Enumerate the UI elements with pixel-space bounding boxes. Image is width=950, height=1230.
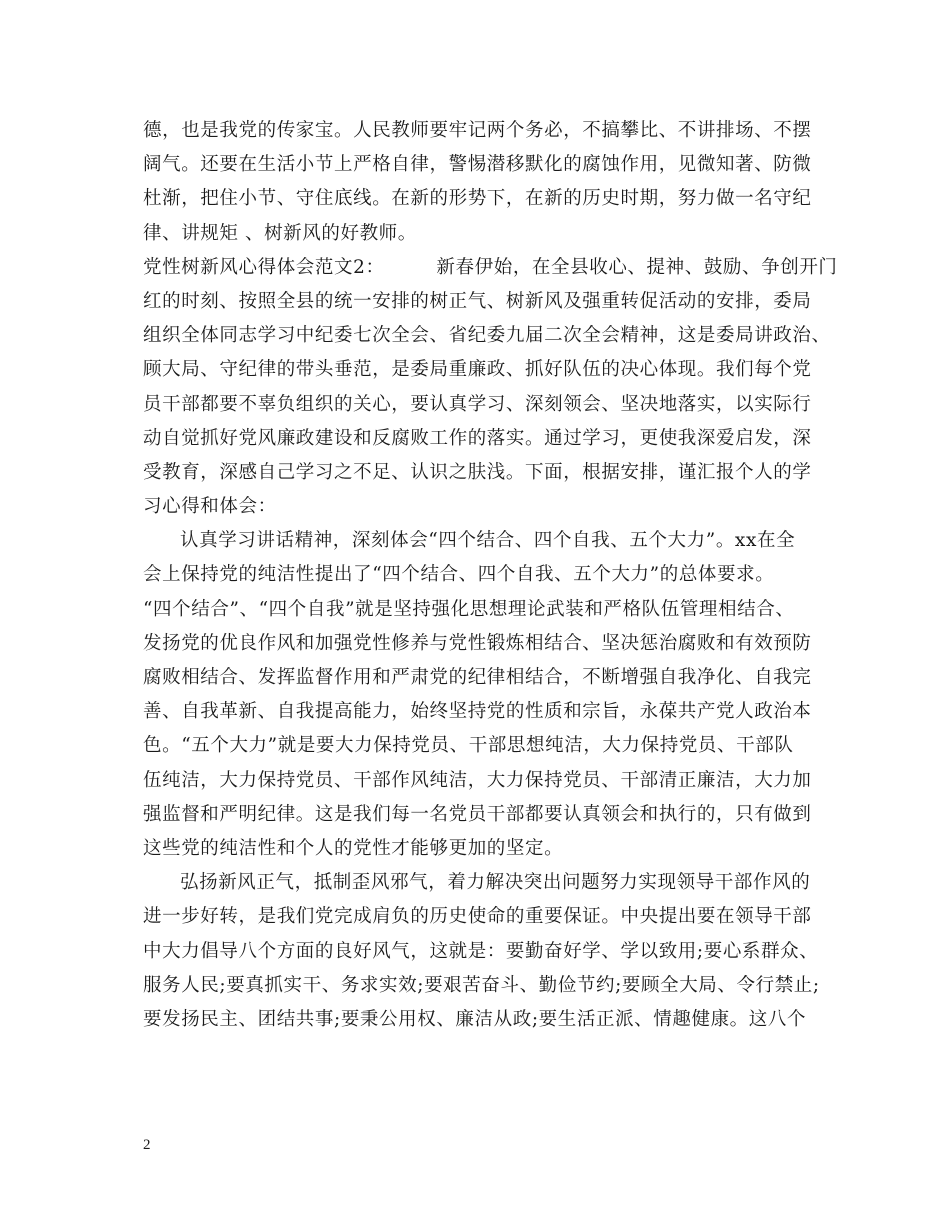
text-line: 员干部都要不辜负组织的关心，要认真学习、深刻领会、坚决地落实，以实际行 — [143, 393, 812, 415]
text-line: “四个结合”、“四个自我”就是坚持强化思想理论武装和严格队伍管理相结合、 — [143, 598, 795, 620]
text-line: 色。“五个大力”就是要大力保持党员、干部思想纯洁，大力保持党员、干部队 — [143, 735, 794, 757]
text-line: 腐败相结合、发挥监督作用和严肃党的纪律相结合，不断增强自我净化、自我完 — [143, 667, 812, 688]
text-line: 这些党的纯洁性和个人的党性才能够更加的坚定。 — [143, 837, 564, 859]
text-line: 进一步好转，是我们党完成肩负的历史使命的重要保证。中央提出要在领导干部 — [143, 906, 812, 928]
text-line: 伍纯洁，大力保持党员、干部作风纯洁，大力保持党员、干部清正廉洁，大力加 — [143, 769, 812, 791]
paragraph-start-line: 认真学习讲话精神，深刻体会“四个结合、四个自我、五个大力”。xx在全 — [180, 530, 796, 552]
text-line: 律、讲规矩 、树新风的好教师。 — [143, 222, 417, 244]
text-line: 受教育，深感自己学习之不足、认识之肤浅。下面，根据安排，谨汇报个人的学 — [143, 461, 812, 483]
text-line: 阔气。还要在生活小节上严格自律，警惕潜移默化的腐蚀作用，见微知著、防微 — [143, 154, 812, 176]
text-line: 习心得和体会： — [143, 496, 277, 518]
text-line: 中大力倡导八个方面的良好风气，这就是：要勤奋好学、学以致用;要心系群众、 — [143, 940, 819, 962]
text-line: 要发扬民主、团结共事;要秉公用权、廉洁从政;要生活正派、情趣健康。这八个 — [143, 1008, 807, 1030]
text-line: 服务人民;要真抓实干、务求实效;要艰苦奋斗、勤俭节约;要顾全大局、令行禁止; — [143, 974, 820, 996]
paragraph-start-line: 弘扬新风正气，抵制歪风邪气，着力解决突出问题努力实现领导干部作风的 — [180, 872, 811, 894]
text-line: 红的时刻、按照全县的统一安排的树正气、树新风及强重转促活动的安排，委局 — [143, 290, 812, 312]
text-line: 发扬党的优良作风和加强党性修养与党性锻炼相结合、坚决惩治腐败和有效预防 — [143, 632, 812, 654]
text-line: 会上保持党的纯洁性提出了“四个结合、四个自我、五个大力”的总体要求。 — [143, 564, 775, 586]
text-line: 德，也是我党的传家宝。人民教师要牢记两个务必，不搞攀比、不讲排场、不摆 — [143, 120, 812, 141]
text-line: 善、自我革新、自我提高能力，始终坚持党的性质和宗旨，永葆共产党人政治本 — [143, 701, 812, 723]
text-line: 组织全体同志学习中纪委七次全会、省纪委九届二次全会精神，这是委局讲政治、 — [143, 325, 831, 347]
section-heading-line: 党性树新风心得体会范文2： 新春伊始，在全县收心、提神、鼓励、争创开门 — [143, 256, 838, 278]
text-line: 强监督和严明纪律。这是我们每一名党员干部都要认真领会和执行的，只有做到 — [143, 803, 812, 825]
text-line: 动自觉抓好党风廉政建设和反腐败工作的落实。通过学习，更使我深爱启发，深 — [143, 427, 812, 449]
page-number: 2 — [143, 1137, 151, 1153]
text-line: 顾大局、守纪律的带头垂范，是委局重廉政、抓好队伍的决心体现。我们每个党 — [143, 359, 812, 381]
text-line: 杜渐，把住小节、守住底线。在新的形势下，在新的历史时期，努力做一名守纪 — [143, 188, 812, 210]
body-text — [143, 114, 838, 1037]
